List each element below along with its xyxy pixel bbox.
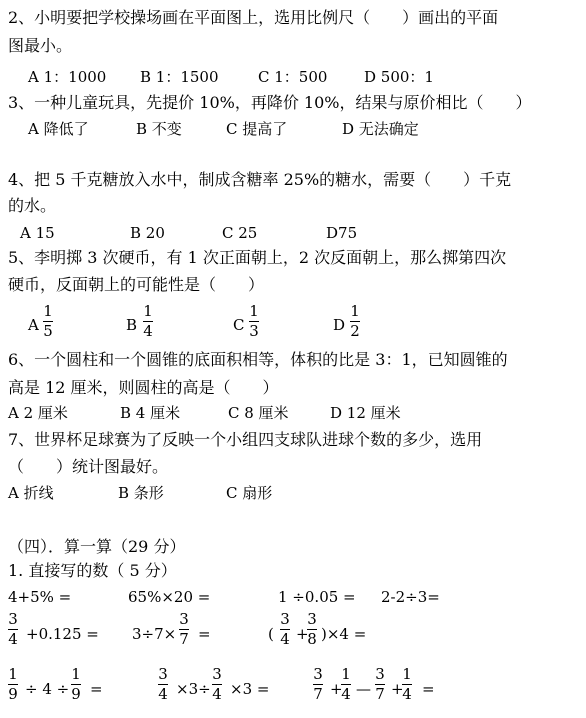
calc-row3-fraction-a1 — [8, 667, 18, 702]
fraction-numerator: 1 — [43, 302, 53, 320]
calc-row3-item3-plus2: + — [391, 680, 404, 698]
calc-row3-fraction-c1 — [313, 667, 323, 702]
fraction-denominator: 3 — [249, 322, 259, 340]
fraction-numerator: 1 — [341, 665, 351, 683]
q4-text-line1: 4、把 5 千克糖放入水中，制成含糖率 25%的糖水，需要（ ）千克 — [8, 170, 512, 189]
fraction-numerator: 3 — [307, 610, 317, 628]
q7-option-c: C 扇形 — [226, 484, 273, 502]
calc-row2-item3-plus: + — [296, 625, 309, 643]
calc-row2-fraction-c1 — [280, 612, 290, 647]
fraction-denominator: 4 — [8, 630, 18, 648]
calc-row3-fraction-b2 — [212, 667, 222, 702]
calc-row2-item1-rest: +0.125 = — [26, 625, 99, 643]
q5-option-d-letter: D — [333, 316, 346, 334]
calc-row3-fraction-c4 — [402, 667, 412, 702]
fraction-numerator: 1 — [350, 302, 360, 320]
q5-option-a-fraction — [43, 304, 53, 339]
q7-text-line1: 7、世界杯足球赛为了反映一个小组四支球队进球个数的多少，选用 — [8, 430, 483, 449]
q2-text-line2: 图最小。 — [8, 36, 73, 55]
q2-option-c: C 1：500 — [258, 68, 328, 86]
q5-option-c-fraction — [249, 304, 259, 339]
q2-text-line1: 2、小明要把学校操场画在平面图上，选用比例尺（ ）画出的平面 — [8, 8, 499, 27]
calc-row1-item3: 1 ÷0.05 = — [278, 588, 356, 606]
fraction-numerator: 3 — [212, 665, 222, 683]
calc-row3-item3-rest: = — [422, 680, 435, 698]
calc-row2-fraction-a — [8, 612, 18, 647]
fraction-denominator: 9 — [71, 685, 81, 703]
fraction-numerator: 1 — [249, 302, 259, 320]
q4-option-b: B 20 — [130, 224, 165, 242]
fraction-numerator: 1 — [8, 665, 18, 683]
q4-option-c: C 25 — [222, 224, 258, 242]
calc-row3-item3-plus1: + — [330, 680, 343, 698]
q5-option-b-fraction — [143, 304, 153, 339]
calc-row3-fraction-c2 — [341, 667, 351, 702]
calc-row2-item3-rest: )×4 = — [321, 625, 367, 643]
calc-row2-fraction-b — [179, 612, 189, 647]
calc-row3-fraction-a2 — [71, 667, 81, 702]
fraction-numerator: 3 — [375, 665, 385, 683]
calc-row3-item2-mid: ×3÷ — [176, 680, 211, 698]
q4-text-line2: 的水。 — [8, 196, 57, 215]
calc-row2-item2-rest: = — [198, 625, 211, 643]
calc-row3-fraction-b1 — [158, 667, 168, 702]
q7-option-a: A 折线 — [8, 484, 54, 502]
calc-row3-item3-minus: — — [356, 680, 371, 698]
fraction-denominator: 8 — [307, 630, 317, 648]
fraction-denominator: 4 — [280, 630, 290, 648]
fraction-denominator: 2 — [350, 322, 360, 340]
fraction-denominator: 4 — [212, 685, 222, 703]
section-heading: （四）．算一算（29 分） — [8, 537, 186, 556]
q5-option-c-letter: C — [233, 316, 245, 334]
q4-option-a: A 15 — [20, 224, 55, 242]
q7-option-b: B 条形 — [118, 484, 164, 502]
q5-text-line1: 5、李明掷 3 次硬币，有 1 次正面朝上，2 次反面朝上，那么掷第四次 — [8, 248, 507, 267]
q3-option-b: B 不变 — [136, 120, 182, 138]
q5-option-b-letter: B — [126, 316, 138, 334]
q6-option-c: C 8 厘米 — [228, 404, 289, 422]
calc-row1-item4: 2-2÷3= — [381, 588, 440, 606]
fraction-numerator: 1 — [143, 302, 153, 320]
subsection-heading: 1. 直接写的数（ 5 分） — [8, 561, 177, 580]
fraction-numerator: 3 — [8, 610, 18, 628]
q6-option-b: B 4 厘米 — [120, 404, 181, 422]
q3-text-line1: 3、一种儿童玩具，先提价 10%，再降价 10%，结果与原价相比（ ） — [8, 93, 532, 112]
fraction-numerator: 3 — [313, 665, 323, 683]
fraction-denominator: 4 — [341, 685, 351, 703]
fraction-denominator: 4 — [158, 685, 168, 703]
q4-option-d: D75 — [326, 224, 358, 242]
q6-option-d: D 12 厘米 — [330, 404, 401, 422]
q3-option-c: C 提高了 — [226, 120, 288, 138]
calc-row2-item2-prefix: 3÷7× — [132, 625, 177, 643]
q5-text-line2: 硬币，反面朝上的可能性是（ ） — [8, 275, 265, 294]
q2-option-b: B 1：1500 — [140, 68, 219, 86]
fraction-numerator: 3 — [280, 610, 290, 628]
fraction-numerator: 3 — [179, 610, 189, 628]
q5-option-a-letter: A — [28, 316, 39, 334]
calc-row3-fraction-c3 — [375, 667, 385, 702]
q6-text-line2: 高是 12 厘米，则圆柱的高是（ ） — [8, 378, 279, 397]
calc-row3-item1-mid: ÷ 4 ÷ — [25, 680, 70, 698]
q7-text-line2: （ ）统计图最好。 — [8, 457, 169, 476]
fraction-denominator: 7 — [375, 685, 385, 703]
fraction-denominator: 5 — [43, 322, 53, 340]
calc-row3-item2-rest: ×3 = — [230, 680, 270, 698]
fraction-numerator: 1 — [402, 665, 412, 683]
calc-row2-item3-open-paren: ( — [268, 625, 274, 643]
q2-option-d: D 500：1 — [364, 68, 434, 86]
fraction-denominator: 4 — [402, 685, 412, 703]
calc-row3-item1-rest: = — [90, 680, 103, 698]
q5-option-d-fraction — [350, 304, 360, 339]
calc-row2-fraction-c2 — [307, 612, 317, 647]
calc-row1-item2: 65%×20 = — [128, 588, 211, 606]
q3-option-d: D 无法确定 — [342, 120, 419, 138]
q2-option-a: A 1：1000 — [28, 68, 107, 86]
fraction-numerator: 3 — [158, 665, 168, 683]
fraction-denominator: 9 — [8, 685, 18, 703]
q6-text-line1: 6、一个圆柱和一个圆锥的底面积相等，体积的比是 3：1，已知圆锥的 — [8, 350, 508, 369]
fraction-denominator: 7 — [179, 630, 189, 648]
q6-option-a: A 2 厘米 — [8, 404, 68, 422]
q3-option-a: A 降低了 — [28, 120, 89, 138]
fraction-denominator: 4 — [143, 322, 153, 340]
fraction-denominator: 7 — [313, 685, 323, 703]
fraction-numerator: 1 — [71, 665, 81, 683]
calc-row1-item1: 4+5% = — [8, 588, 72, 606]
